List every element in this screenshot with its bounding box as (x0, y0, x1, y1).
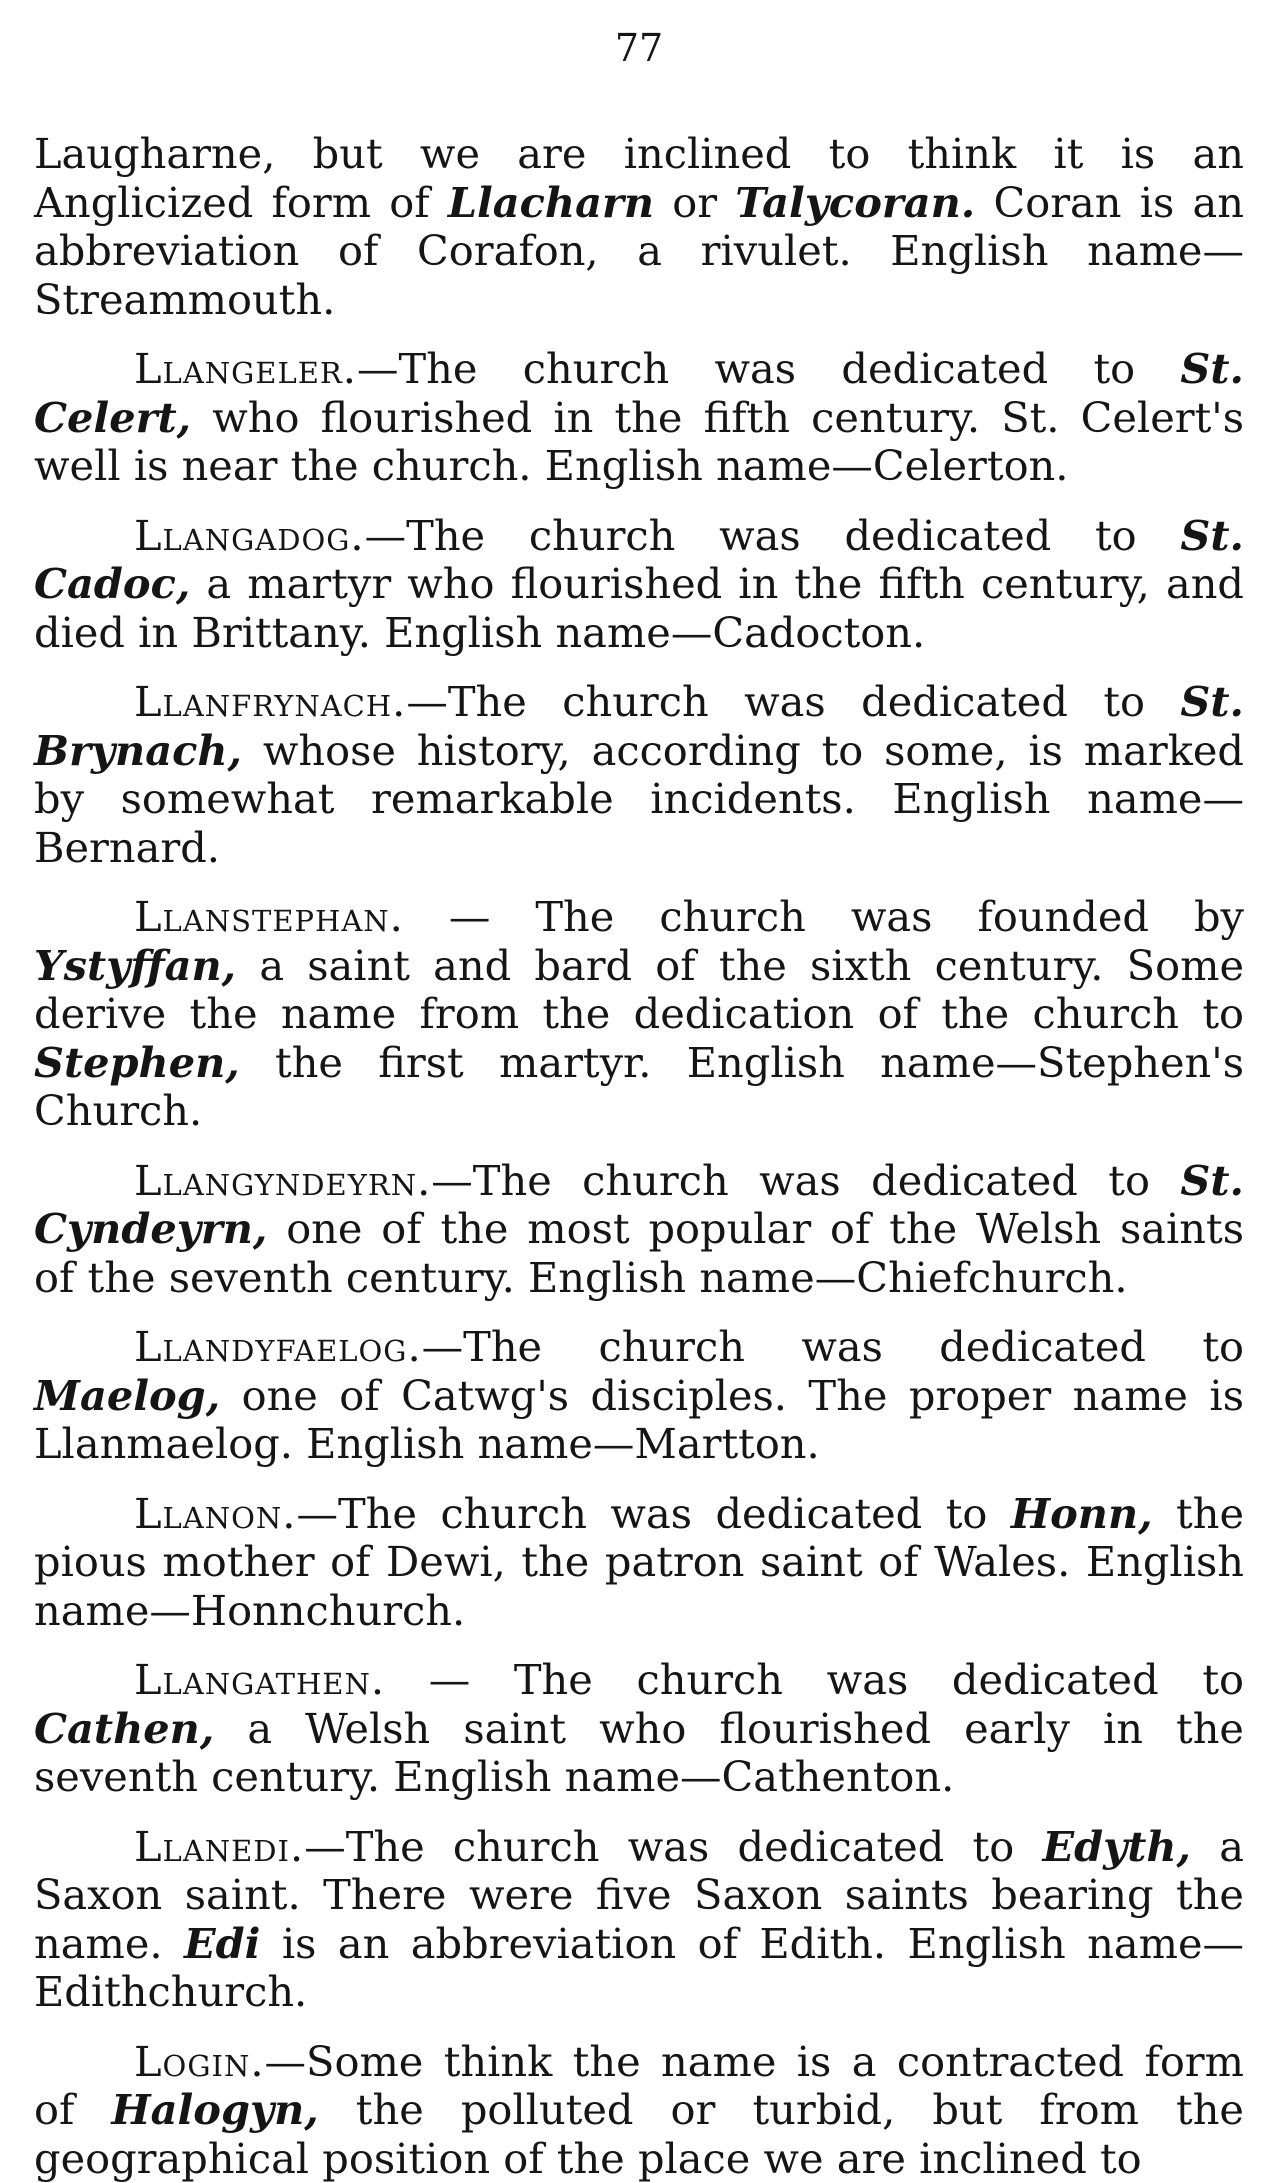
entry-llanfrynach (34, 678, 1244, 872)
continuation-text: or (654, 178, 735, 227)
entry-italic: Maelog, (34, 1371, 220, 1420)
entry-heading: Llangadog. (134, 511, 365, 560)
entry-italic: Edi (184, 1919, 260, 1968)
entry-llangathen (34, 1656, 1244, 1802)
entry-heading: Llanfrynach. (134, 677, 406, 726)
continuation-text: Coran is an abbreviation of Corafon, a rivulet. English name—Streammouth. (34, 178, 1244, 324)
entry-text: one of Catwg's disciples. The proper name is Llanmaelog. English name—Martton. (34, 1371, 1244, 1469)
entry-text: a Saxon saint. There were five Saxon saints bearing the name. (34, 1822, 1244, 1968)
entry-llanstephan (34, 893, 1244, 1136)
continuation-italic: Llacharn (448, 178, 654, 227)
entry-heading: Llanon. (134, 1489, 296, 1538)
entry-italic: Halogyn, (111, 2085, 318, 2134)
entry-text: the first martyr. English name—Stephen's Church. (34, 1038, 1244, 1136)
entry-text: who flourished in the fifth century. St. Celert's well is near the church. English name—Celerton. (34, 393, 1244, 491)
entry-heading: Llandyfaelog. (134, 1322, 422, 1371)
entry-text: —The church was dedicated to (365, 511, 1181, 560)
continuation-italic: Talycoran. (735, 178, 975, 227)
entry-text: —The church was dedicated to (422, 1322, 1244, 1371)
entry-text: — The church was dedicated to (385, 1655, 1244, 1704)
entry-heading: Llangyndeyrn. (134, 1156, 431, 1205)
entry-heading: Login. (134, 2037, 265, 2086)
entry-text: the polluted or turbid, but from the geographical position of the place we are inclined to (34, 2085, 1244, 2183)
entry-italic: St. Cyndeyrn, (34, 1156, 1244, 1254)
entry-heading: Llangeler. (134, 344, 357, 393)
entry-heading: Llanstephan. (134, 892, 404, 941)
entry-llandyfaelog (34, 1323, 1244, 1469)
entry-italic: Ystyffan, (34, 941, 236, 990)
entry-text: —The church was dedicated to (304, 1822, 1042, 1871)
entry-llangyndeyrn (34, 1157, 1244, 1303)
entry-text: a martyr who flourished in the fifth century, and died in Brittany. English name—Cadocton. (34, 559, 1244, 657)
entry-heading: Llanedi. (134, 1822, 304, 1871)
entry-italic: St. Celert, (34, 344, 1244, 442)
entry-text: is an abbreviation of Edith. English name—Edithchurch. (34, 1919, 1244, 2017)
entry-text: —The church was dedicated to (406, 677, 1180, 726)
entry-italic: Stephen, (34, 1038, 240, 1087)
entry-heading: Llangathen. (134, 1655, 385, 1704)
page-number: 77 (34, 18, 1244, 78)
entry-italic: Edyth, (1042, 1822, 1191, 1871)
entry-italic: Honn, (1011, 1489, 1153, 1538)
entry-login (34, 2038, 1244, 2183)
entry-italic: St. Cadoc, (34, 511, 1244, 609)
entry-italic: St. Brynach, (34, 677, 1244, 775)
entry-text: a Welsh saint who flourished early in the seventh century. English name—Cathenton. (34, 1704, 1244, 1802)
entry-text: one of the most popular of the Welsh saints of the seventh century. English name—Chiefchurch. (34, 1204, 1244, 1302)
continuation-text: Laugharne, but we are inclined to think it is an Anglicized form of (34, 129, 1244, 227)
entry-italic: Cathen, (34, 1704, 214, 1753)
entry-text: a saint and bard of the sixth century. Some derive the name from the dedication of the church to (34, 941, 1244, 1039)
entry-text: — The church was founded by (404, 892, 1244, 941)
entry-llanedi (34, 1823, 1244, 2017)
entry-text: —The church was dedicated to (431, 1156, 1180, 1205)
entry-text: —The church was dedicated to (296, 1489, 1010, 1538)
entry-text: —Some think the name is a contracted form of (34, 2037, 1244, 2135)
continuation-paragraph (34, 130, 1244, 324)
entry-text: —The church was dedicated to (357, 344, 1180, 393)
entry-text: whose history, according to some, is marked by somewhat remarkable incidents. English name—Bernard. (34, 726, 1244, 872)
entry-text: the pious mother of Dewi, the patron saint of Wales. English name—Honnchurch. (34, 1489, 1244, 1635)
entry-llangeler (34, 345, 1244, 491)
entry-llangadog (34, 512, 1244, 658)
entry-llanon (34, 1490, 1244, 1636)
